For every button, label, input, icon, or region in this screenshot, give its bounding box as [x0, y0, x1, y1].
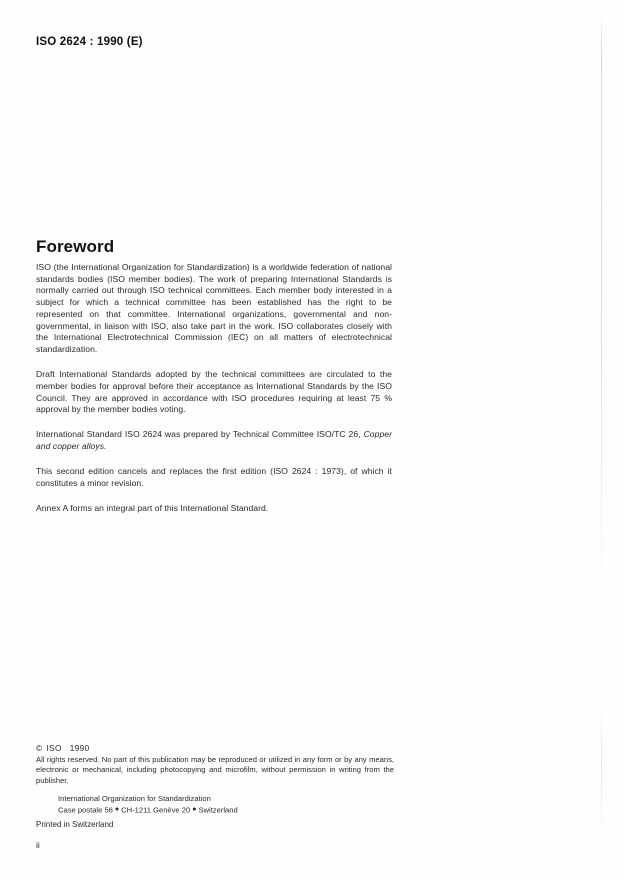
foreword-paragraph-iso-description: ISO (the International Organization for Standardization) is a worldwide federation of national standards bodies (ISO member bodies). The work of preparing International Standards is normally carried out through ISO technical committees. Each member body interested in a subject for which a technical committee has been established has the right to be represented on that committee. International organizations, governmental and non-governmental, in liaison with ISO, also take part in the work. ISO collaborates closely with the International Electrotechnical Commission (IEC) on all matters of electrotechnical standardization.: [36, 262, 392, 354]
foreword-paragraph-draft-standards: Draft International Standards adopted by the technical committees are circulated to the member bodies for approval before their acceptance as International Standards by the ISO Council. They are approved in accordance with ISO procedures requiring at least 75 % approval by the member bodies voting.: [36, 369, 392, 415]
foreword-paragraph-edition: This second edition cancels and replaces the first edition (ISO 2624 : 1973), of which it constitutes a minor revision.: [36, 466, 392, 489]
publisher-organization-name: International Organization for Standardization: [58, 794, 211, 804]
address-country: Switzerland: [198, 805, 238, 815]
publisher-address-line: [58, 805, 416, 816]
address-postal-box: Case postale 56: [58, 805, 113, 815]
scan-artifact-line: [601, 14, 602, 624]
address-separator-bullet-second: ●: [192, 805, 197, 813]
foreword-body: [36, 262, 392, 515]
copyright-year: 1990: [69, 744, 90, 753]
copyright-organization: ISO: [46, 744, 62, 753]
copyright-icon: ©: [36, 744, 43, 753]
foreword-heading: Foreword: [36, 237, 115, 256]
address-separator-bullet-first: ●: [114, 805, 120, 813]
rights-reserved-text: All rights reserved. No part of this publication may be reproduced or utilized in any form or by any means, electronic or mechanical, including photocopying and microfilm, without permission in writing from the publisher.: [36, 755, 394, 785]
address-city: CH-1211 Genève 20: [121, 805, 191, 815]
copyright-line: [36, 743, 416, 754]
scan-artifact-line-lower: [601, 700, 602, 850]
page-footer: [36, 743, 416, 829]
foreword-paragraph-annex: Annex A forms an integral part of this International Standard.: [36, 503, 269, 514]
committee-lead-text: International Standard ISO 2624 was prepared by Technical Committee ISO/TC 26,: [36, 429, 361, 440]
publisher-address: [58, 794, 416, 815]
page-number: ii: [36, 840, 40, 850]
foreword-paragraph-committee: [36, 429, 392, 452]
document-header-standard-ref: ISO 2624 : 1990 (E): [36, 36, 143, 48]
committee-scope-title: Copper and copper alloys.: [36, 429, 392, 452]
printed-in-text: Printed in Switzerland: [36, 819, 114, 829]
